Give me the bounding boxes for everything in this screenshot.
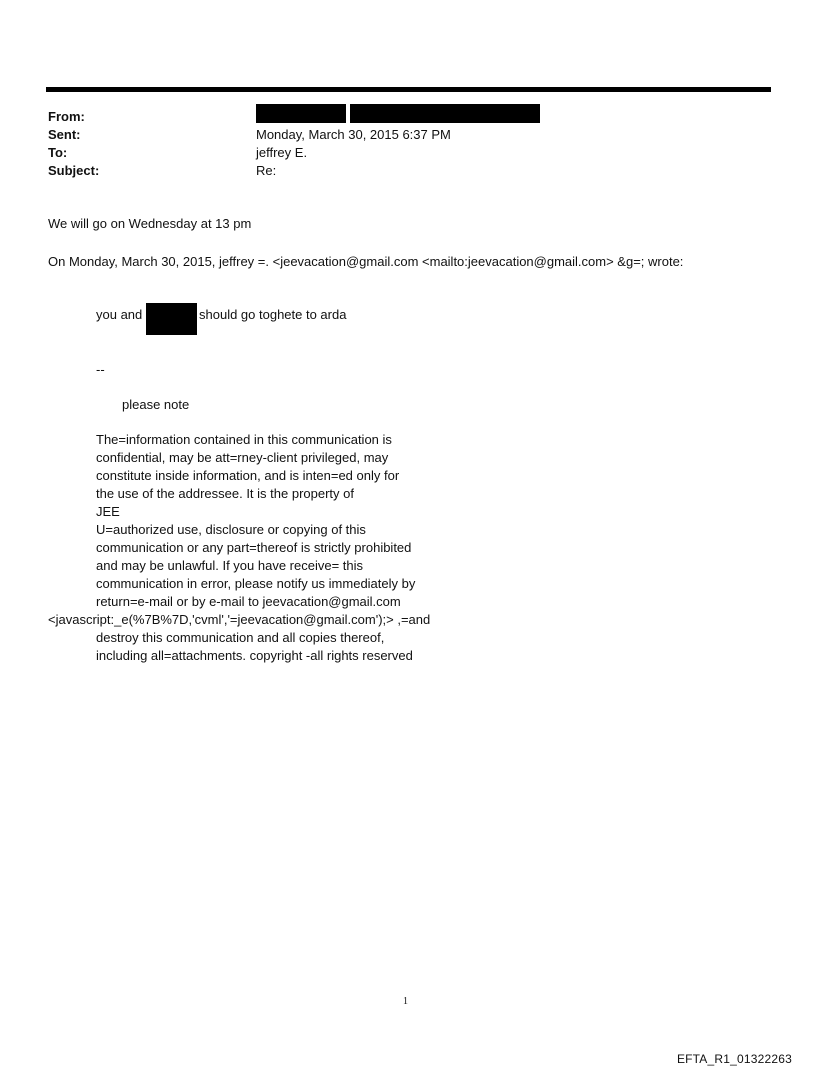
disclaimer-line: including all=attachments. copyright -all rights reserved: [96, 648, 413, 663]
page-number: 1: [403, 996, 408, 1007]
disclaimer-line: return=e-mail or by e-mail to jeevacation@gmail.com: [96, 594, 401, 609]
quote-intro: On Monday, March 30, 2015, jeffrey =. <jeevacation@gmail.com <mailto:jeevacation@gmail.com> &g=; wrote:: [48, 254, 684, 269]
signature-separator: --: [96, 362, 105, 377]
disclaimer-line: U=authorized use, disclosure or copying of this: [96, 522, 366, 537]
from-redaction-1: [256, 104, 346, 123]
subject-label: Subject:: [48, 163, 100, 178]
disclaimer-line: communication or any part=thereof is strictly prohibited: [96, 540, 412, 555]
disclaimer-line: the use of the addressee. It is the property of: [96, 486, 354, 501]
reply-line: We will go on Wednesday at 13 pm: [48, 216, 252, 231]
from-label: From:: [48, 109, 85, 124]
disclaimer-line: The=information contained in this communication is: [96, 432, 392, 447]
document-id: EFTA_R1_01322263: [676, 1052, 792, 1066]
disclaimer-line: communication in error, please notify us immediately by: [96, 576, 416, 591]
javascript-line: <javascript:_e(%7B%7D,'cvml','=jeevacation@gmail.com');> ,=and: [48, 612, 431, 627]
from-redaction-2: [350, 104, 540, 123]
sent-value: Monday, March 30, 2015 6:37 PM: [256, 127, 451, 142]
to-value: jeffrey E.: [256, 145, 308, 160]
please-note: please note: [122, 397, 190, 412]
quoted-line-pre: you and: [96, 307, 143, 322]
disclaimer-line: JEE: [96, 504, 120, 519]
header-rule: [46, 87, 771, 92]
sent-label: Sent:: [48, 127, 81, 142]
disclaimer-line: confidential, may be att=rney-client privileged, may: [96, 450, 389, 465]
disclaimer-line: destroy this communication and all copies thereof,: [96, 630, 385, 645]
disclaimer-line: constitute inside information, and is inten=ed only for: [96, 468, 400, 483]
subject-value: Re:: [256, 163, 277, 178]
name-redaction: [146, 303, 197, 335]
to-label: To:: [48, 145, 68, 160]
disclaimer-line: and may be unlawful. If you have receive= this: [96, 558, 364, 573]
quoted-line-post: should go toghete to arda: [199, 307, 347, 322]
